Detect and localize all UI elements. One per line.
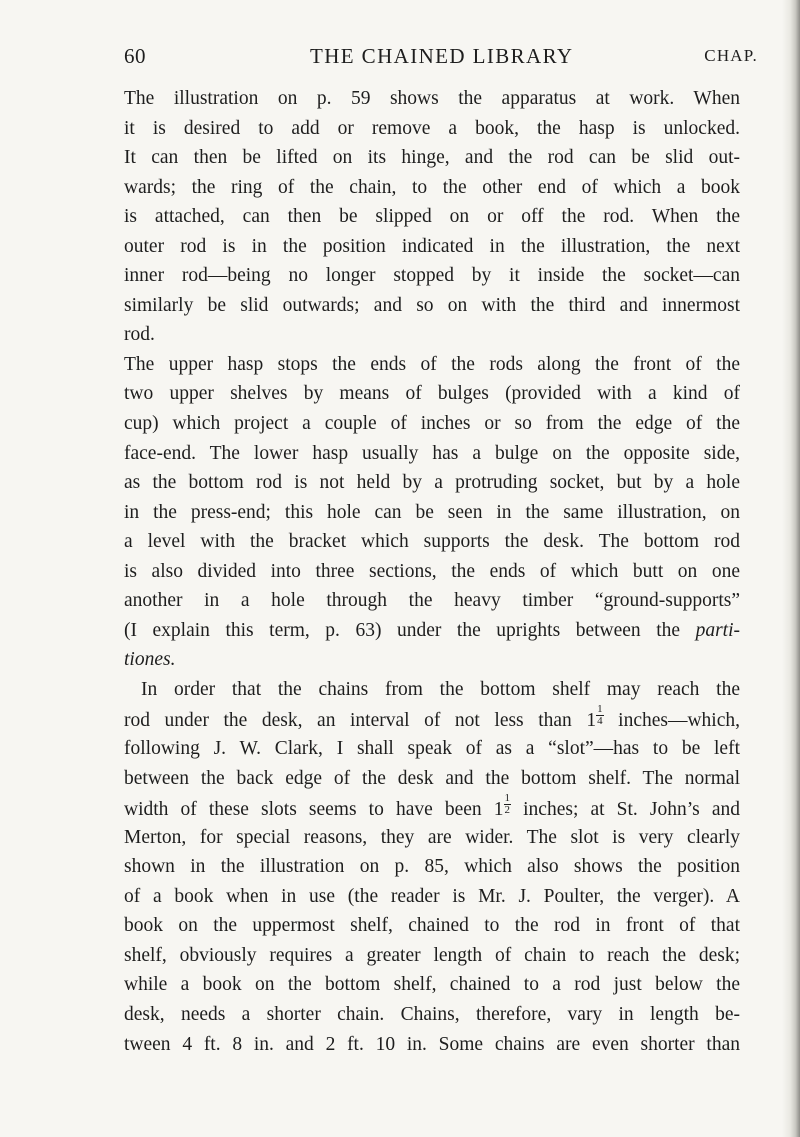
- text-line: is also divided into three sections, the ends of which butt on one: [124, 560, 740, 582]
- text-line: two upper shelves by means of bulges (provided with a kind of: [124, 383, 740, 405]
- text-line: in the press-end; this hole can be seen in the same illustration, on: [124, 501, 740, 523]
- fraction-denominator: 4: [597, 715, 603, 728]
- text-line: similarly be slid outwards; and so on with the third and innermost: [124, 294, 740, 316]
- running-title: THE CHAINED LIBRARY: [310, 44, 574, 68]
- text-line: The illustration on p. 59 shows the apparatus at work. When: [124, 88, 740, 109]
- fraction: [504, 793, 512, 816]
- fraction-numerator: 1: [597, 703, 603, 716]
- italic-word: tiones.: [124, 649, 176, 671]
- text-line: another in a hole through the heavy timber “ground-supports”: [124, 590, 740, 612]
- fraction-denominator: 2: [504, 804, 511, 817]
- text-line: The upper hasp stops the ends of the rods along the front of the: [124, 353, 740, 375]
- page-number: 60: [124, 44, 146, 68]
- text-segment: inches; at St. John’s and: [511, 799, 740, 821]
- text-line: is attached, can then be slipped on or off the rod. When the: [124, 206, 740, 228]
- text-line: inner rod—being no longer stopped by it inside the socket—can: [124, 265, 740, 287]
- text-line: cup) which project a couple of inches or so from the edge of the: [124, 413, 740, 435]
- chapter-label: CHAP.: [704, 46, 758, 65]
- text-segment: width of these slots seems to have been 1: [124, 799, 504, 821]
- body-text: [124, 84, 740, 1059]
- text-line: it is desired to add or remove a book, the hasp is unlocked.: [124, 117, 740, 139]
- text-line: while a book on the bottom shelf, chained to a rod just below the: [124, 974, 740, 996]
- text-line: rod.: [124, 324, 155, 346]
- text-line: shelf, obviously requires a greater length of chain to reach the desk;: [124, 944, 740, 966]
- text-segment: inches—which,: [603, 710, 740, 732]
- text-line: face-end. The lower hasp usually has a bulge on the opposite side,: [124, 442, 740, 464]
- page-edge-shadow: [782, 0, 800, 1137]
- italic-word: parti-: [695, 619, 740, 641]
- text-line: as the bottom rod is not held by a protruding socket, but by a hole: [124, 472, 740, 494]
- text-line: book on the uppermost shelf, chained to the rod in front of that: [124, 915, 740, 937]
- text-line: Merton, for special reasons, they are wider. The slot is very clearly: [124, 826, 740, 848]
- text-line: shown in the illustration on p. 85, which also shows the position: [124, 856, 740, 878]
- text-line: [124, 645, 740, 675]
- text-line: desk, needs a shorter chain. Chains, therefore, vary in length be-: [124, 1003, 740, 1025]
- text-line: tween 4 ft. 8 in. and 2 ft. 10 in. Some chains are even shorter than: [124, 1033, 740, 1055]
- text-line: wards; the ring of the chain, to the other end of which a book: [124, 176, 740, 198]
- text-line: a level with the bracket which supports the desk. The bottom rod: [124, 531, 740, 553]
- text-line: [124, 704, 740, 734]
- text-line: of a book when in use (the reader is Mr. J. Poulter, the verger). A: [124, 885, 740, 907]
- text-line: following J. W. Clark, I shall speak of as a “slot”—has to be left: [124, 738, 740, 760]
- text-line: between the back edge of the desk and the bottom shelf. The normal: [124, 767, 740, 789]
- text-line: outer rod is in the position indicated in the illustration, the next: [124, 235, 740, 257]
- running-head: [124, 44, 774, 74]
- text-line: In order that the chains from the bottom shelf may reach the: [141, 678, 740, 700]
- fraction-numerator: 1: [504, 792, 511, 805]
- text-line: [124, 616, 740, 646]
- text-segment: (I explain this term, p. 63) under the uprights between the: [124, 619, 696, 641]
- fraction: [596, 704, 604, 727]
- text-line: It can then be lifted on its hinge, and the rod can be slid out-: [124, 147, 740, 169]
- text-line: [124, 793, 740, 823]
- text-segment: rod under the desk, an interval of not less than 1: [124, 710, 597, 732]
